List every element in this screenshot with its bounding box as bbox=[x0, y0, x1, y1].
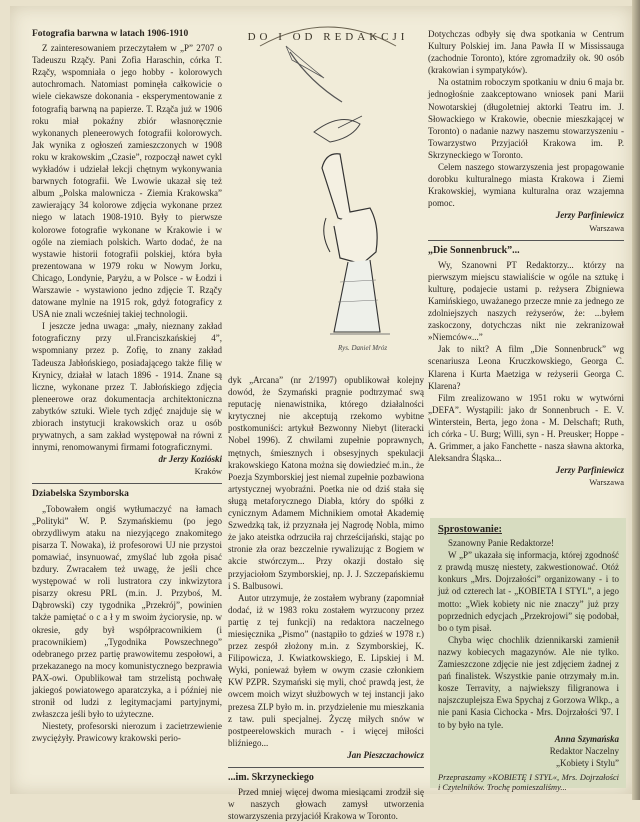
paragraph: Autor utrzymuje, że zostałem wybrany (zapomniał dodać, iż w 1983 roku zostałem wyrzucony przez partię z tej funkcji) na redaktora naczelnego miesięcznika „Pismo” (nastąpiło to gdzieś w 1978 r.) przez zespół złożony m.in. z Szymborskiej, K. Filipowicza, J. Kwiatkowskiego, E. Lipskiej i M. Wyki, ponieważ byłem w owym czasie członkiem KW PZPR. Szymański się myli, choć prawdą jest, że owcem moich wizyt służbowych w tej instancji jako prezesa ZLP było m. in. przydzielenie mu mieszkania z taw. puli specjalnej. Życzę miłych snów w postpeerelowskich murach - i więcej miłości bliźniego... bbox=[228, 592, 424, 748]
paragraph: „Tobowałem ongiś wytłumaczyć na łamach „Polityki” W. P. Szymańskiemu (po jego obrzydliwym ataku na niezyjącego znakomitego pisarza T. Nowaka), iż profesorowi UJ nie przystoi pomawiać, insynuować, zmyślać lub zgoła pisać bzdury. Zwracałem też uwagę, że jeśli chce występować w roli lustratora czy inkwizytora pisarzy okresu PRL (m.in. J. Przyboś, M. Dąbrowski) czy tygodnika „Przekrój”, powinien także pamiętać o c a ł y m swoim życiorysie, np. w okresie, gdy był współpracownikiem (i pracownikiem) „Tygodnika Powszechnego” odebranego przez partię prawowitemu zespołowi, a przekazanego na mocy komunistycznego bezprawia PAX-owi. Opublikował tam strzelistą pochwałę jakiegoś powiatowego aparatczyka, a i później nie stronił od ludzi z legitymacjami partyjnymi, zwłaszcza jeśli było to użyteczne. bbox=[32, 503, 222, 720]
article-title-fotografia: Fotografia barwna w latach 1906-1910 bbox=[32, 29, 189, 39]
divider bbox=[228, 767, 424, 768]
illustration-caption: Rys. Daniel Mróz bbox=[338, 344, 388, 352]
signature-parfiniewicz: Jerzy Parfiniewicz bbox=[555, 465, 624, 476]
signature: dr Jerzy Kozióski bbox=[158, 454, 222, 465]
paragraph: Chyba więc chochlik dziennikarski zamienił nazwy kobiecych magazynów. Ale nie tylko. Zamieszczone zdjęcie nie jest zdjęciem żadnej z pań finalistek. Wszystkie panie otrzymały m.in. kosze Terravity, a najwiekszy filigranowa i najszczuplejsza Ewa Spychaj z Gorzowa Wlkp., a nie pani Kasia Cichocka - Mrs. Dojrzałości '97. I to by było na tyle. bbox=[438, 634, 619, 730]
signature-place: Kraków bbox=[194, 466, 222, 477]
page-edge bbox=[632, 0, 640, 800]
paragraph: I jeszcze jedna uwaga: „mały, nieznany zakład fotograficzny przy ul.Franciszkańskiej 4”, wspomniany przez p. Zofię, to znany zakład Tadeusza Jabłońskiego, posiadającego także filię w Krynicy, działał w latach 1896 - 1914. Znane są liczne, wykonane przez T. Jabłońskiego zdjęcia pleneerowe oraz dokumentacja architektoniczna zabytków sztuki. Wiele tych zdjęć znajduje się w zbiorach instytucji krakowskich oraz u osób prywatnych, a sam zakład występował na równi z innymi, renomowanymi firmami fotograficznymi. bbox=[32, 321, 222, 453]
paragraph: Z zainteresowaniem przeczytałem w „P” 2707 o Tadeuszu Rząčy. Pani Zofia Haraschin, córka T. Rząčy, wspomniała o jego hobby - kolorowych autochromach. Natomiast pominęła całkowicie o wiele ciekawsze dokonania - eksperymentowanie z fotografią barwną na papierze. T. Rząča już w 1906 roku miał pokaźny zbiór własnoręcznie wykonanych pleneerowych fotografii kolorowych. Jak wynika z ogłoszeń zamieszczonych w 1908 roku w krakowskim „Czasie”, rozpoczął nawet cykl wykładów i udzielał lekcji chętnym wykonywania barwnych fotografii. We Lwowie ukazał się też album „Polska malownicza - Ziemia Krakowska” zawierający 34 kolorowe zdjęcia wykonane przez niego w latach 1908-1910. Były to pierwsze kolorowe fotografie wykonane w Krakowie i w ogóle na ziemiach polskich. Warto dodać, że na wystawie historii fotografii polskiej, która była prezentowana w 1979 roku w Nowym Jorku, Chicago, Londynie, Paryżu, a w Polsce - w Łodzi i Warszawie - wystawiono jedno zdjęcie T. Rząčy datowane mylnie na 1915 rok, gdyż fotograficy z USA nie znali wcześniej takiej technologii. bbox=[32, 43, 222, 320]
paragraph: Jak to nikt? A film „Die Sonnenbruck” wg scenariusza Leona Kruczkowskiego, Georga C. Klarena i Kurta Maetziga w reżyserii Georga C. Klarena? bbox=[428, 344, 624, 391]
signature-role: „Kobiety i Stylu” bbox=[556, 757, 619, 768]
signature: Jerzy Parfiniewicz bbox=[555, 210, 624, 221]
correction-box bbox=[430, 518, 626, 793]
divider bbox=[428, 240, 624, 241]
paragraph: Na ostatnim roboczym spotkaniu w dniu 6 maja br. jednogłośnie zaakceptowano wniosek pani Marii Nowotarskiej (długoletniej aktorki Teatru im. J. Słowackiego w Krakowie, obecnie mieszkającej w Toronto) o nadanie nazwy naszemu stowarzyszeniu - Towarzystwo Przyjaciół Krakowa im. P. Skrzyneckiego w Toronto. bbox=[428, 77, 624, 160]
signature: Anna Szymańska bbox=[554, 733, 619, 744]
article-title-skrzyneckiego: ...im. Skrzyneckiego bbox=[228, 772, 314, 783]
signature-place: Warszawa bbox=[589, 477, 624, 488]
magazine-page bbox=[10, 6, 632, 822]
signature-role: Redaktor Naczelny bbox=[549, 745, 619, 756]
hand-quill-illustration bbox=[230, 12, 426, 368]
paragraph: W „P” ukazała się informacja, której zgodność z prawdą muszę niestety, zakwestionować. Otóż konkurs „Mrs. Dojrzałości” organizowany - i to już od czterech lat - „KOBIETA I STYL”, a jego motto: „Wiek kobiety nic nie znaczy” już przy poprzednich edycjach „Przekrojowi” się podobał, bo o tym pisał. bbox=[438, 550, 619, 633]
banner-text: DO I OD REDAKCJI bbox=[247, 31, 409, 43]
column-middle bbox=[228, 374, 424, 822]
correction-title: Sprostowanie: bbox=[438, 524, 502, 535]
article-title-sonnenbruck: „Die Sonnenbruck”... bbox=[428, 244, 520, 256]
signature: Jan Pieszczachowicz bbox=[347, 749, 424, 760]
paragraph: Przed mniej więcej dwoma miesiącami zrodził się w naszych głowach zamysł utworzenia stowarzyszenia przyjaciół Krakowa w Toronto. bbox=[228, 787, 424, 822]
paragraph: dyk „Arcana” (nr 2/1997) opublikował kolejny dowód, że Szymański pragnie podtrzymać swą reputację nienawistnika, którego działalności krytycznej nie akceptują rzekomo wybitne postkomuniści: artykuł Bezwonny Niebyt (literacki Nobel 1996). Z chwilami zupełnie poprawnych, mętnych, śmiesznych i obsesyjnych spekulacji krakowskiego Katona można się dowiedzieć m.in., że Poezja Szymborskiej jest niemal zupełnie pozbawiona artystycznej wyobraźni. Poetka nie od dziś stała się sługą metaforycznego Diabła, który do spółki z cynicznym Adamem Michnikiem omotał Akademię Szwedzką tak, iż przyznała jej Nagrodę Nobla, mimo że jako ateistka odrzuciła raj chrześcijański, stając po stronie zła oraz bezczelnie rywalizując z Bogiem w akcie stwórczym... Przy okazji dostało się przyjaciołom Szymborskiej, np. J. J. Szczepańskiemu i S. Balbusowi. bbox=[228, 375, 424, 591]
greeting: Szanowny Panie Redaktorze! bbox=[448, 538, 554, 549]
signature-place: Warszawa bbox=[589, 222, 624, 233]
paragraph: Wy, Szanowni PT Redaktorzy... którzy na pierwszym miejscu stawialiście w ogóle na sztukę i kulturę, podajecie ustami p. reżysera Zbigniewa Kamińskiego, uważanego przecze mnie za jednego ze zdolniejszych naszych reżyserów, że: ...byłem zaskoczony, dotychczas nikt nie zekranizował »Niemców«...” bbox=[428, 259, 624, 343]
paragraph: Dotychczas odbyły się dwa spotkania w Centrum Kultury Polskiej im. Jana Pawła II w Mississauga (zachodnie Toronto), które zgromadziły ok. 90 osób (krakowian i sympatyków). bbox=[428, 29, 624, 76]
paragraph: Niestety, profesorski nierozum i zacietrzewienie zwyciężyły. Prawicowy krakowski perio- bbox=[32, 721, 222, 744]
column-left bbox=[32, 28, 222, 744]
divider bbox=[32, 483, 222, 484]
paragraph: Celem naszego stowarzyszenia jest propagowanie dorobku kulturalnego miasta Krakowa i Ziemi Krakowskiej, wymiana kulturalna oraz wzajemna pomoc. bbox=[428, 162, 624, 209]
editor-note: Przepraszamy »KOBIETĘ I STYL«, Mrs. Dojrzałości i Czytelników. Trochę pomieszaliśmy... bbox=[438, 772, 619, 793]
article-title-szymborska: Dziabelska Szymborska bbox=[32, 489, 129, 500]
paragraph: Film zrealizowano w 1951 roku w wytwórni „DEFA”. Wystąpili: jako dr Sonnenbruch - E. V. Winterstein, Berta, jego żona - M. Delschaft; Ruth, ich córka - U. Burg; Willi, syn - H. Preusker; Hoppe - A. Grimmer, a jako Fanchette - nasza sławna aktorka, Aleksandra Śląska... bbox=[428, 392, 624, 464]
column-right bbox=[428, 28, 624, 488]
